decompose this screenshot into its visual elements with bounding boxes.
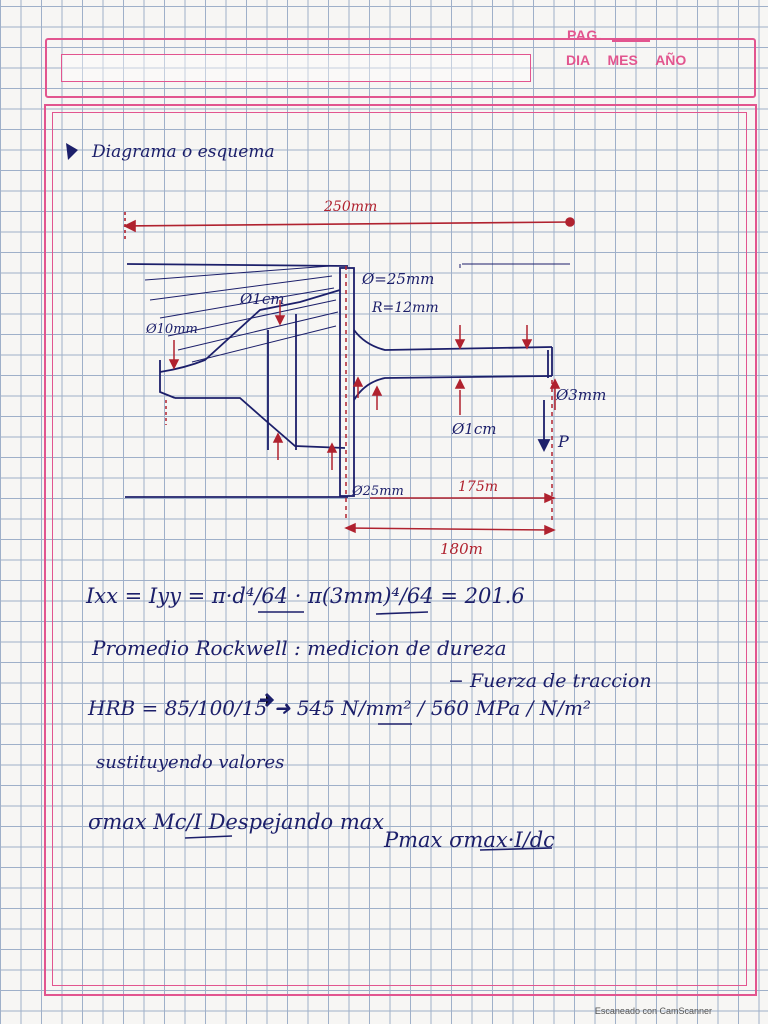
traction-force-line: − Fuerza de traccion (448, 670, 652, 692)
substitution-line: sustituyendo valores (96, 752, 285, 773)
load-P-label: P (558, 432, 569, 451)
diameter-1cm-left-label: Ø1cm (240, 290, 285, 308)
diameter-3mm-label: Ø3mm (556, 386, 607, 404)
diameter-25-bottom-label: Ø25mm (352, 484, 404, 499)
dimension-180-label: 180m (440, 540, 483, 558)
rockwell-line: Promedio Rockwell : medicion de dureza (92, 636, 507, 660)
dimension-175-label: 175m (458, 479, 498, 495)
hardness-line: HRB = 85/100/15 ➜ 545 N/mm² / 560 MPa / N/m² (88, 696, 592, 720)
max-load-formula: Pmax σmax·I/dc (384, 828, 555, 852)
reference-arrows (166, 266, 559, 520)
scanner-footer: Escaneado con CamScanner (594, 1006, 712, 1016)
inertia-formula: Ixx = Iyy = π·d⁴/64 · π(3mm)⁴/64 = 201.6 (86, 584, 525, 608)
date-labels: DIA MES AÑO (566, 52, 687, 68)
dimension-250-label: 250mm (324, 199, 378, 215)
diameter-1cm-right-label: Ø1cm (452, 420, 497, 438)
dimension-250 (125, 212, 574, 240)
stress-formula: σmax Mc/I Despejando max (88, 810, 385, 834)
diameter-10mm-label: Ø10mm (146, 322, 198, 337)
bullet-icon (66, 143, 78, 160)
dimension-175-180 (346, 494, 554, 534)
diameter-25-top-label: Ø=25mm (362, 270, 435, 288)
support-wall (125, 264, 570, 497)
page-number-label: PAG. (567, 27, 603, 43)
diagram-heading: Diagrama o esquema (92, 142, 275, 162)
fillet-radius-label: R=12mm (372, 300, 439, 316)
load-arrow (539, 400, 549, 450)
